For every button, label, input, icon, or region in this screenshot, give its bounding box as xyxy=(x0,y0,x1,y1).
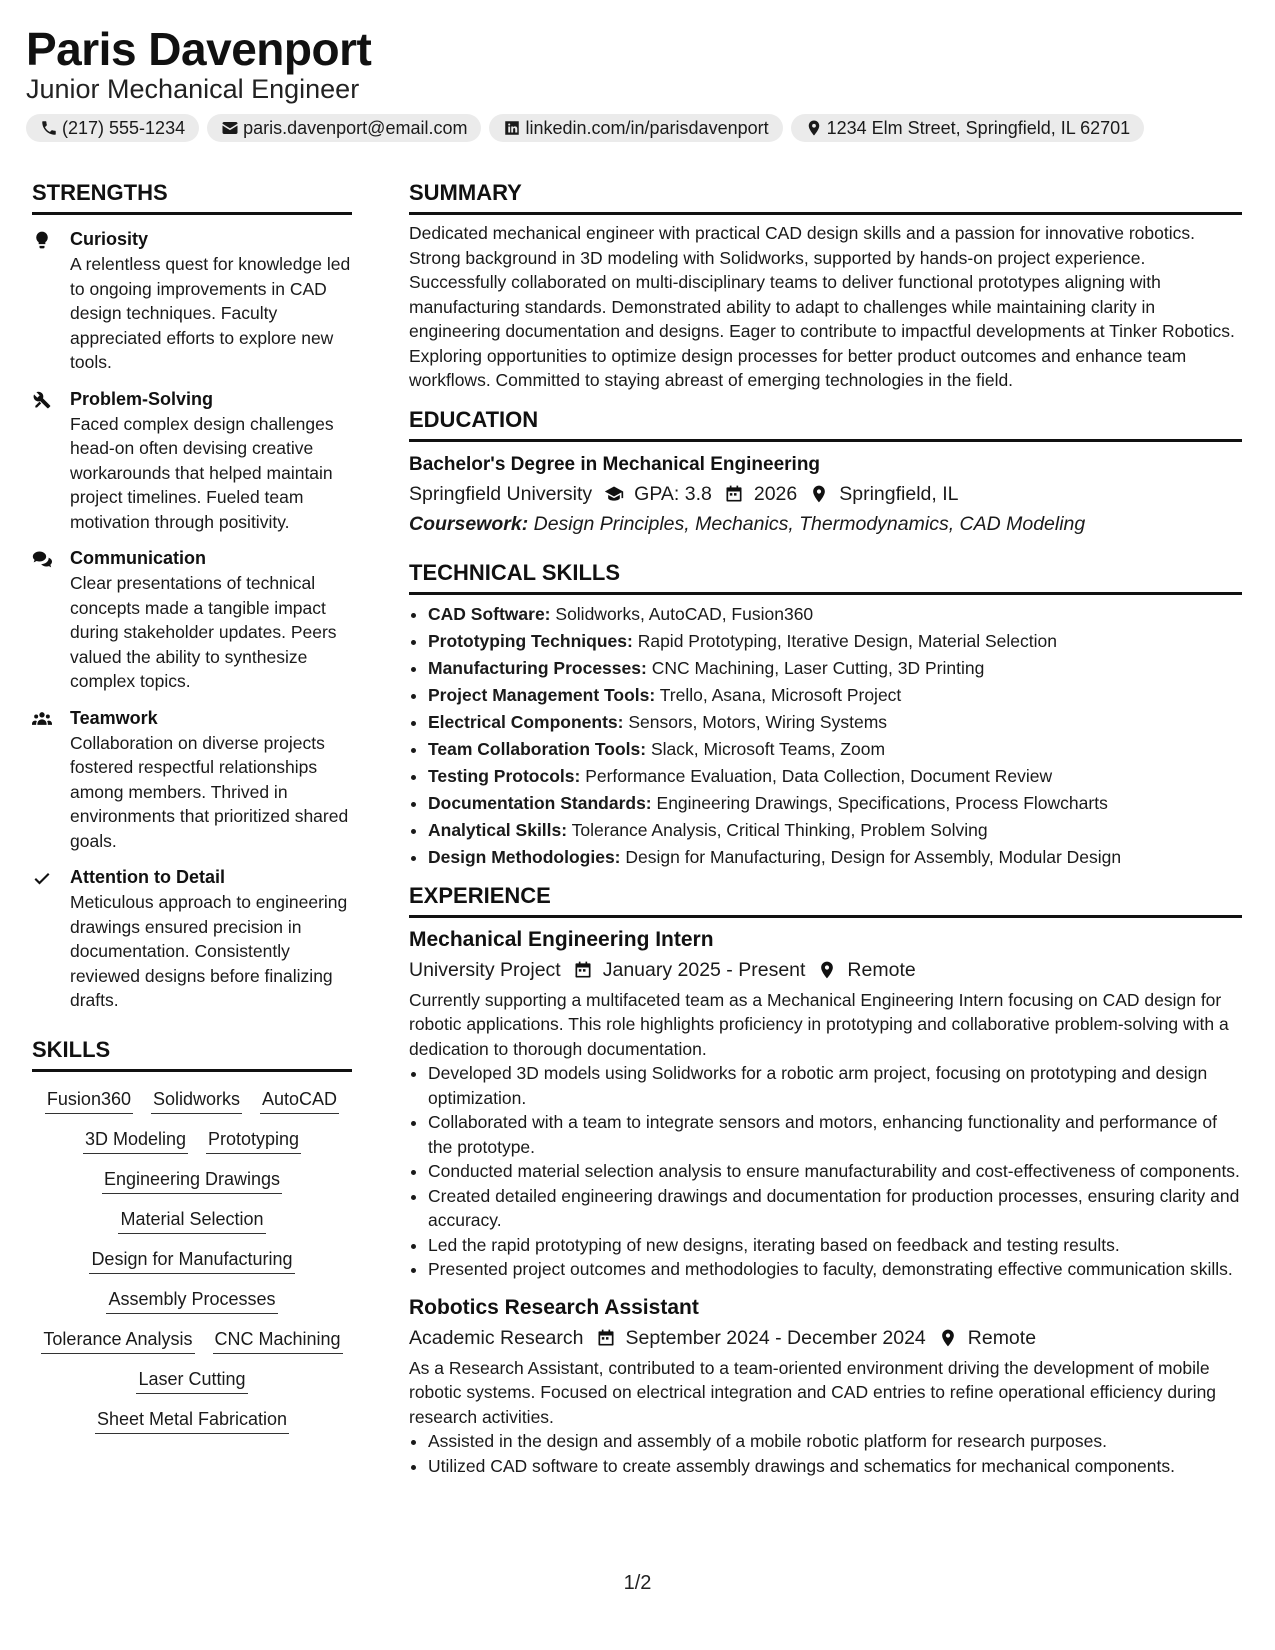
job-title: Mechanical Engineering Intern xyxy=(409,927,714,951)
skill-category: Testing Protocols: xyxy=(428,765,581,786)
contact-address xyxy=(791,114,1145,142)
strengths-heading: STRENGTHS xyxy=(32,180,352,215)
strength-title: Teamwork xyxy=(70,707,158,728)
skill-tags xyxy=(32,1088,352,1434)
skill-category: Documentation Standards: xyxy=(428,792,652,813)
skill-values: Performance Evaluation, Data Collection, Document Review xyxy=(585,765,1053,786)
lightbulb-icon xyxy=(32,230,52,250)
job-location: Remote xyxy=(967,1326,1037,1349)
job-meta xyxy=(409,959,1242,982)
strength-text: A relentless quest for knowledge led to ongoing improvements in CAD design techniques. Faculty appreciated efforts to explore new tools. xyxy=(70,254,351,372)
skill-values: Design for Manufacturing, Design for Assembly, Modular Design xyxy=(625,846,1122,867)
tools-icon xyxy=(32,390,52,410)
education-location: Springfield, IL xyxy=(839,482,959,505)
skill-tag: 3D Modeling xyxy=(83,1128,188,1154)
page-number: 1/2 xyxy=(623,1572,652,1594)
strength-item xyxy=(32,387,352,535)
list-item: • Collaborated with a team to integrate sensors and motors, enhancing functionality and performance of the prototype. xyxy=(428,1110,1242,1159)
education-meta xyxy=(409,483,1242,506)
job-bullets xyxy=(409,1061,1242,1282)
list-item: • Assisted in the design and assembly of a mobile robotic platform for research purposes. xyxy=(428,1429,1242,1454)
skill-category: Electrical Components: xyxy=(428,711,624,732)
list-item: • Presented project outcomes and methodologies to faculty, demonstrating effective communication skills. xyxy=(428,1257,1242,1282)
contact-phone-text: (217) 555-1234 xyxy=(62,117,186,138)
strength-text: Meticulous approach to engineering drawings ensured precision in documentation. Consistently reviewed designs before finalizing drafts. xyxy=(70,892,348,1010)
strength-text: Collaboration on diverse projects fostered respectful relationships among members. Thrived in environments that prioritized shared goals. xyxy=(70,732,349,851)
technical-skills-heading: TECHNICAL SKILLS xyxy=(409,560,1242,595)
skill-tag: Solidworks xyxy=(151,1088,242,1114)
strength-item xyxy=(32,227,352,375)
school: Springfield University xyxy=(409,482,593,505)
job-location: Remote xyxy=(847,958,916,981)
graduation-cap-icon xyxy=(604,484,624,504)
map-pin-icon xyxy=(805,119,823,137)
right-column xyxy=(409,180,1242,1478)
technical-skills-list xyxy=(409,601,1242,871)
skill-tag: Material Selection xyxy=(118,1208,265,1234)
contact-email xyxy=(207,114,481,142)
coursework-label: Coursework: xyxy=(409,512,529,535)
list-item: • Developed 3D models using Solidworks for a robotic arm project, focusing on prototyping and design optimization. xyxy=(428,1061,1242,1110)
strength-item xyxy=(32,706,352,854)
map-pin-icon xyxy=(809,484,829,504)
skill-tag: Tolerance Analysis xyxy=(41,1328,194,1354)
strength-text: Clear presentations of technical concepts made a tangible impact during stakeholder updates. Peers valued the ability to synthesize complex topics. xyxy=(70,573,337,691)
skill-values: CNC Machining, Laser Cutting, 3D Printing xyxy=(651,657,985,678)
strength-title: Attention to Detail xyxy=(70,867,225,887)
skill-tag: AutoCAD xyxy=(260,1088,339,1114)
degree: Bachelor's Degree in Mechanical Engineering xyxy=(409,453,821,475)
skill-values: Slack, Microsoft Teams, Zoom xyxy=(650,738,886,759)
checkmark-icon xyxy=(32,868,52,888)
skill-category: Project Management Tools: xyxy=(428,684,656,705)
chat-bubbles-icon xyxy=(32,549,52,569)
phone-icon xyxy=(40,119,58,137)
strength-title: Problem-Solving xyxy=(70,388,214,409)
job-dates: January 2025 - Present xyxy=(602,958,806,981)
calendar-icon xyxy=(596,1328,616,1348)
skill-tag: Design for Manufacturing xyxy=(89,1248,294,1274)
contact-phone xyxy=(26,114,199,142)
list-item xyxy=(428,655,1242,682)
skill-tag: Prototyping xyxy=(206,1128,301,1154)
education-heading: EDUCATION xyxy=(409,407,1242,442)
strength-title: Curiosity xyxy=(70,229,149,249)
contact-linkedin xyxy=(489,114,782,142)
skill-tag: CNC Machining xyxy=(213,1328,343,1354)
job-org: Academic Research xyxy=(409,1326,584,1349)
strength-item xyxy=(32,865,352,1013)
skill-category: Prototyping Techniques: xyxy=(428,630,633,651)
skill-tag: Sheet Metal Fabrication xyxy=(95,1408,289,1434)
team-icon xyxy=(32,709,52,729)
list-item: • Conducted material selection analysis to ensure manufacturability and cost-effectiveness of components. xyxy=(428,1159,1242,1184)
contact-address-text: 1234 Elm Street, Springfield, IL 62701 xyxy=(826,117,1131,138)
map-pin-icon xyxy=(817,960,837,980)
envelope-icon xyxy=(221,119,239,137)
list-item: • Utilized CAD software to create assembly drawings and schematics for mechanical components. xyxy=(428,1454,1242,1479)
gpa: GPA: 3.8 xyxy=(634,482,712,505)
list-item xyxy=(428,682,1242,709)
job-description: As a Research Assistant, contributed to a team-oriented environment driving the development of mobile robotic systems. Focused on electrical integration and CAD entries to refine operational efficiency during research activities. xyxy=(409,1357,1217,1427)
skill-values: Trello, Asana, Microsoft Project xyxy=(659,684,902,705)
graduation-year: 2026 xyxy=(753,482,798,505)
job-dates: September 2024 - December 2024 xyxy=(625,1326,926,1349)
map-pin-icon xyxy=(938,1328,958,1348)
calendar-icon xyxy=(573,960,593,980)
calendar-icon xyxy=(724,484,744,504)
skill-tag: Engineering Drawings xyxy=(102,1168,282,1194)
contact-linkedin-text: linkedin.com/in/parisdavenport xyxy=(525,117,769,138)
job-meta xyxy=(409,1327,1242,1350)
list-item: • Created detailed engineering drawings and documentation for production processes, ensuring clarity and accuracy. xyxy=(428,1184,1242,1233)
skills-heading: SKILLS xyxy=(32,1037,352,1072)
list-item: • Led the rapid prototyping of new designs, iterating based on feedback and testing results. xyxy=(428,1233,1242,1258)
experience-heading: EXPERIENCE xyxy=(409,883,1242,918)
list-item xyxy=(428,817,1242,844)
skill-values: Engineering Drawings, Specifications, Process Flowcharts xyxy=(656,792,1108,813)
linkedin-icon xyxy=(503,119,521,137)
list-item xyxy=(428,709,1242,736)
strength-text: Faced complex design challenges head-on often devising creative workarounds that helped maintain project timelines. Fueled team motivation through positivity. xyxy=(70,413,334,532)
skill-category: CAD Software: xyxy=(428,603,551,624)
contact-bar xyxy=(26,114,1144,142)
skill-tag: Fusion360 xyxy=(45,1088,133,1114)
summary-heading: SUMMARY xyxy=(409,180,1242,215)
skill-values: Tolerance Analysis, Critical Thinking, Problem Solving xyxy=(571,819,988,840)
job-description: Currently supporting a multifaceted team as a Mechanical Engineering Intern focusing on CAD design for robotic applications. This role highlights proficiency in prototyping and collaborative problem-solving with a dedication to thorough documentation. xyxy=(409,989,1229,1059)
skill-category: Manufacturing Processes: xyxy=(428,657,647,678)
strength-title: Communication xyxy=(70,548,207,568)
list-item xyxy=(428,601,1242,628)
list-item xyxy=(428,628,1242,655)
skill-values: Rapid Prototyping, Iterative Design, Material Selection xyxy=(637,630,1057,651)
job-bullets xyxy=(409,1429,1242,1478)
summary-text: Dedicated mechanical engineer with practical CAD design skills and a passion for innovative robotics. Strong background in 3D modeling with Solidworks, supported by hands-on project experience. Successfully collaborated on multi-disciplinary teams to deliver functional prototypes aligning with manufacturing standards. Demonstrated ability to adapt to challenges while maintaining clarity in engineering documentation and designs. Eager to contribute to impactful developments at Tinker Robotics. Exploring opportunities to optimize design processes for better product outcomes and enhance team workflows. Committed to staying abreast of emerging technologies in the field. xyxy=(409,223,1235,390)
coursework xyxy=(409,513,1242,536)
list-item xyxy=(428,736,1242,763)
skill-values: Solidworks, AutoCAD, Fusion360 xyxy=(555,603,814,624)
skill-tag: Laser Cutting xyxy=(136,1368,247,1394)
skill-tag: Assembly Processes xyxy=(106,1288,277,1314)
skill-category: Design Methodologies: xyxy=(428,846,621,867)
list-item xyxy=(428,844,1242,871)
list-item xyxy=(428,763,1242,790)
strength-item xyxy=(32,546,352,694)
skill-category: Team Collaboration Tools: xyxy=(428,738,647,759)
job-org: University Project xyxy=(409,958,561,981)
skill-category: Analytical Skills: xyxy=(428,819,568,840)
list-item xyxy=(428,790,1242,817)
contact-email-text: paris.davenport@email.com xyxy=(243,117,468,138)
skill-values: Sensors, Motors, Wiring Systems xyxy=(628,711,888,732)
job-title: Robotics Research Assistant xyxy=(409,1295,699,1319)
candidate-name: Paris Davenport xyxy=(26,23,372,75)
left-column xyxy=(32,180,352,1434)
job-title: Junior Mechanical Engineer xyxy=(26,74,360,104)
coursework-list: Design Principles, Mechanics, Thermodynamics, CAD Modeling xyxy=(533,512,1086,535)
